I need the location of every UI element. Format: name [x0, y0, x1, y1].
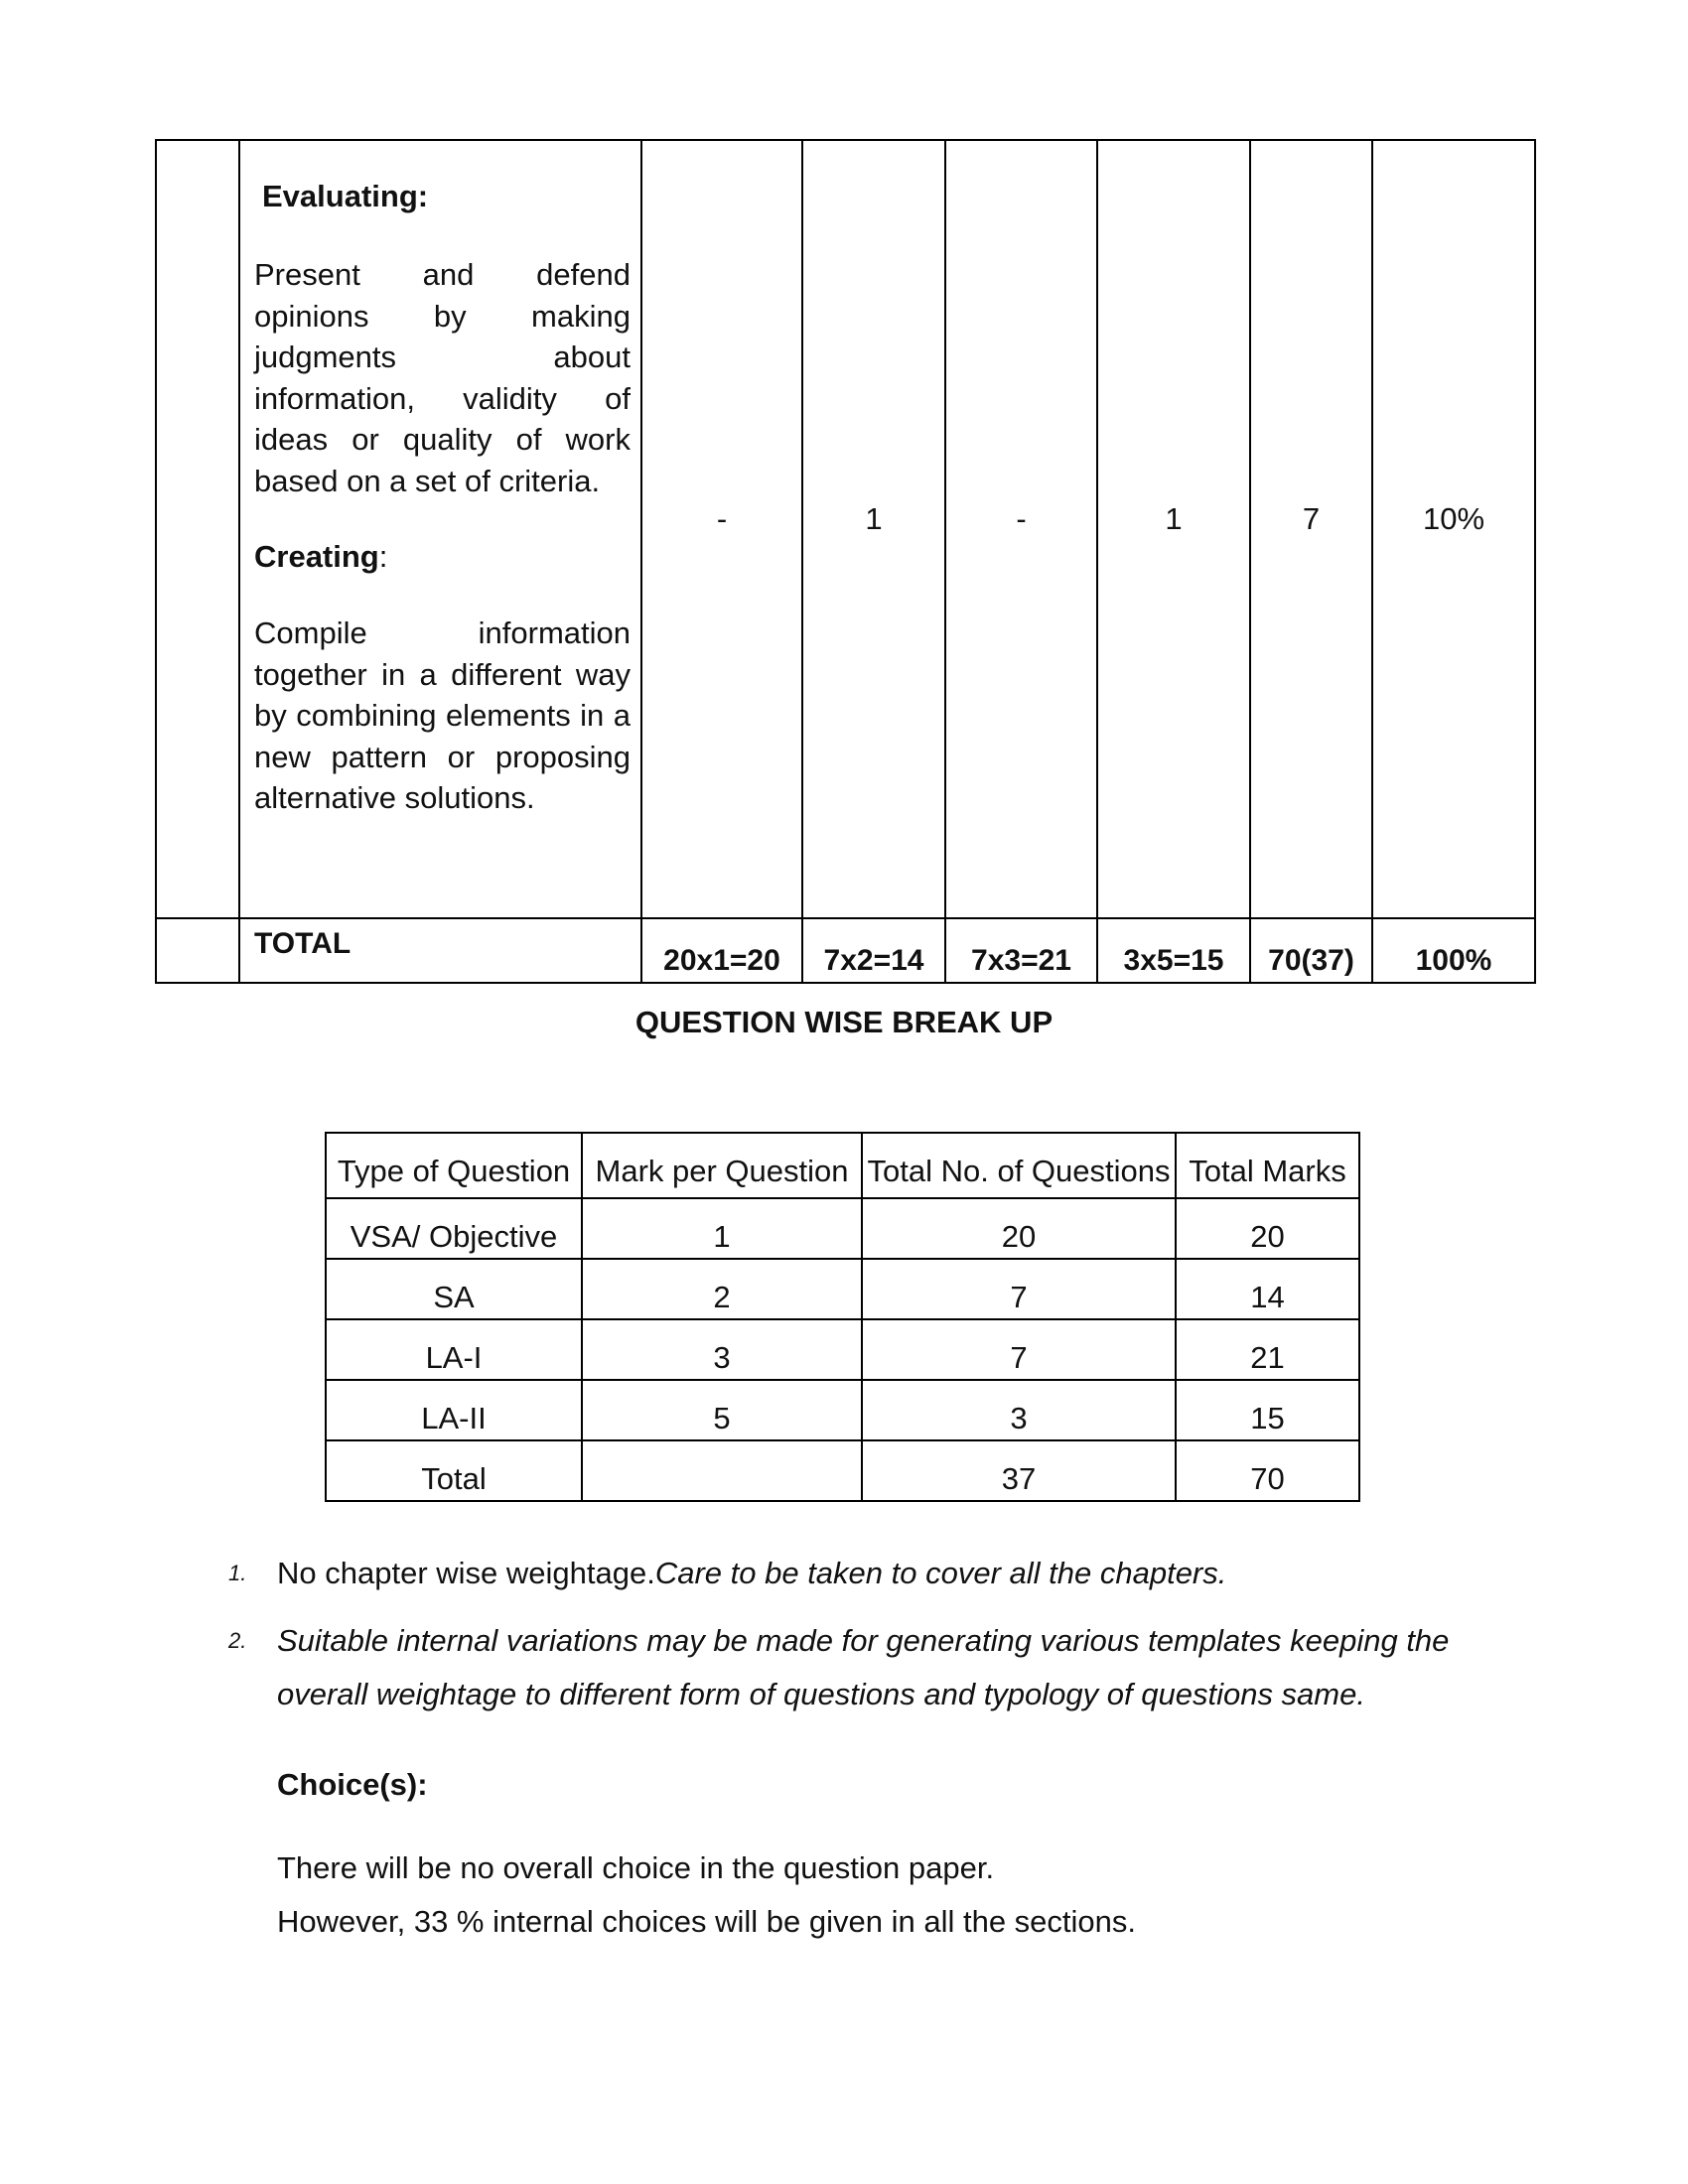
table-cell: 7: [862, 1259, 1176, 1319]
table-cell: 20: [862, 1198, 1176, 1259]
table-cell: 14: [1176, 1259, 1359, 1319]
value-text: -: [1016, 501, 1027, 536]
value-text: -: [716, 501, 728, 536]
creating-heading-word: Creating: [254, 539, 379, 574]
table-cell: 3: [862, 1380, 1176, 1440]
table-cell: 3: [582, 1319, 862, 1380]
value-cell: [802, 140, 945, 918]
table-cell: SA: [326, 1259, 582, 1319]
table-cell: 20: [1176, 1198, 1359, 1259]
table-cell: 15: [1176, 1380, 1359, 1440]
table-cell: LA-I: [326, 1319, 582, 1380]
table-row: [326, 1319, 1359, 1380]
total-value-cell: 100%: [1372, 918, 1535, 983]
evaluating-creating-row: [156, 140, 1535, 918]
note-italic-text: Suitable internal variations may be made for generating various templates keeping the overall weightage to different form of questions and typology of questions same.: [277, 1623, 1450, 1711]
table-row: [326, 1380, 1359, 1440]
column-header: Mark per Question: [582, 1133, 862, 1198]
value-cell: [1097, 140, 1250, 918]
value-text: 10%: [1422, 501, 1485, 536]
column-header: Total No. of Questions: [862, 1133, 1176, 1198]
creating-heading-colon: :: [378, 539, 388, 574]
marks-distribution-table: [155, 139, 1536, 984]
column-header: Total Marks: [1176, 1133, 1359, 1198]
question-breakup-table: [325, 1132, 1360, 1502]
table-cell: 5: [582, 1380, 862, 1440]
percentage-cell: [1372, 140, 1535, 918]
table-cell: 1: [582, 1198, 862, 1259]
table-cell: LA-II: [326, 1380, 582, 1440]
table-cell: 2: [582, 1259, 862, 1319]
total-label: TOTAL: [239, 918, 641, 983]
evaluating-text: Present and defend opinions by making judgments about information, validity of ideas or quality of work based on a set of criteria.: [254, 257, 631, 498]
serial-cell: [156, 140, 239, 918]
creating-heading: [254, 539, 631, 575]
table-cell: 37: [862, 1440, 1176, 1501]
value-cell: [641, 140, 802, 918]
value-cell: [1250, 140, 1372, 918]
creating-text: Compile information together in a different way by combining elements in a new pattern or proposing alternative solutions.: [254, 615, 631, 815]
notes-list: [224, 1547, 1505, 1721]
competency-description-cell: [239, 140, 641, 918]
table-header-row: [326, 1133, 1359, 1198]
list-number: 1.: [228, 1561, 247, 1585]
list-item: [224, 1547, 1505, 1600]
table-row: [326, 1259, 1359, 1319]
list-number: 2.: [228, 1628, 247, 1653]
total-value-cell: 20x1=20: [641, 918, 802, 983]
table-cell: 7: [862, 1319, 1176, 1380]
evaluating-heading: Evaluating:: [262, 179, 429, 213]
note-italic-text: Care to be taken to cover all the chapters.: [654, 1556, 1227, 1590]
column-header: Type of Question: [326, 1133, 582, 1198]
value-text: 1: [865, 501, 883, 536]
table-cell: 70: [1176, 1440, 1359, 1501]
table-total-row: [326, 1440, 1359, 1501]
value-cell: [945, 140, 1097, 918]
choices-line: There will be no overall choice in the question paper.: [277, 1850, 995, 1885]
table-cell: 21: [1176, 1319, 1359, 1380]
choices-text: [277, 1842, 1136, 1949]
table-cell: [582, 1440, 862, 1501]
choices-heading: Choice(s):: [277, 1767, 428, 1802]
section-title: QUESTION WISE BREAK UP: [634, 1005, 1054, 1039]
serial-cell: [156, 918, 239, 983]
choices-line: However, 33 % internal choices will be given in all the sections.: [277, 1904, 1137, 1939]
total-value-cell: 3x5=15: [1097, 918, 1250, 983]
table-row: [326, 1198, 1359, 1259]
note-plain-text: No chapter wise weightage.: [277, 1556, 655, 1590]
table-cell: Total: [326, 1440, 582, 1501]
table-cell: VSA/ Objective: [326, 1198, 582, 1259]
total-value-cell: 7x2=14: [802, 918, 945, 983]
value-text: 7: [1302, 501, 1321, 536]
total-value-cell: 7x3=21: [945, 918, 1097, 983]
list-item: [224, 1614, 1505, 1721]
total-value-cell: 70(37): [1250, 918, 1372, 983]
value-text: 1: [1165, 501, 1183, 536]
total-row: [156, 918, 1535, 983]
